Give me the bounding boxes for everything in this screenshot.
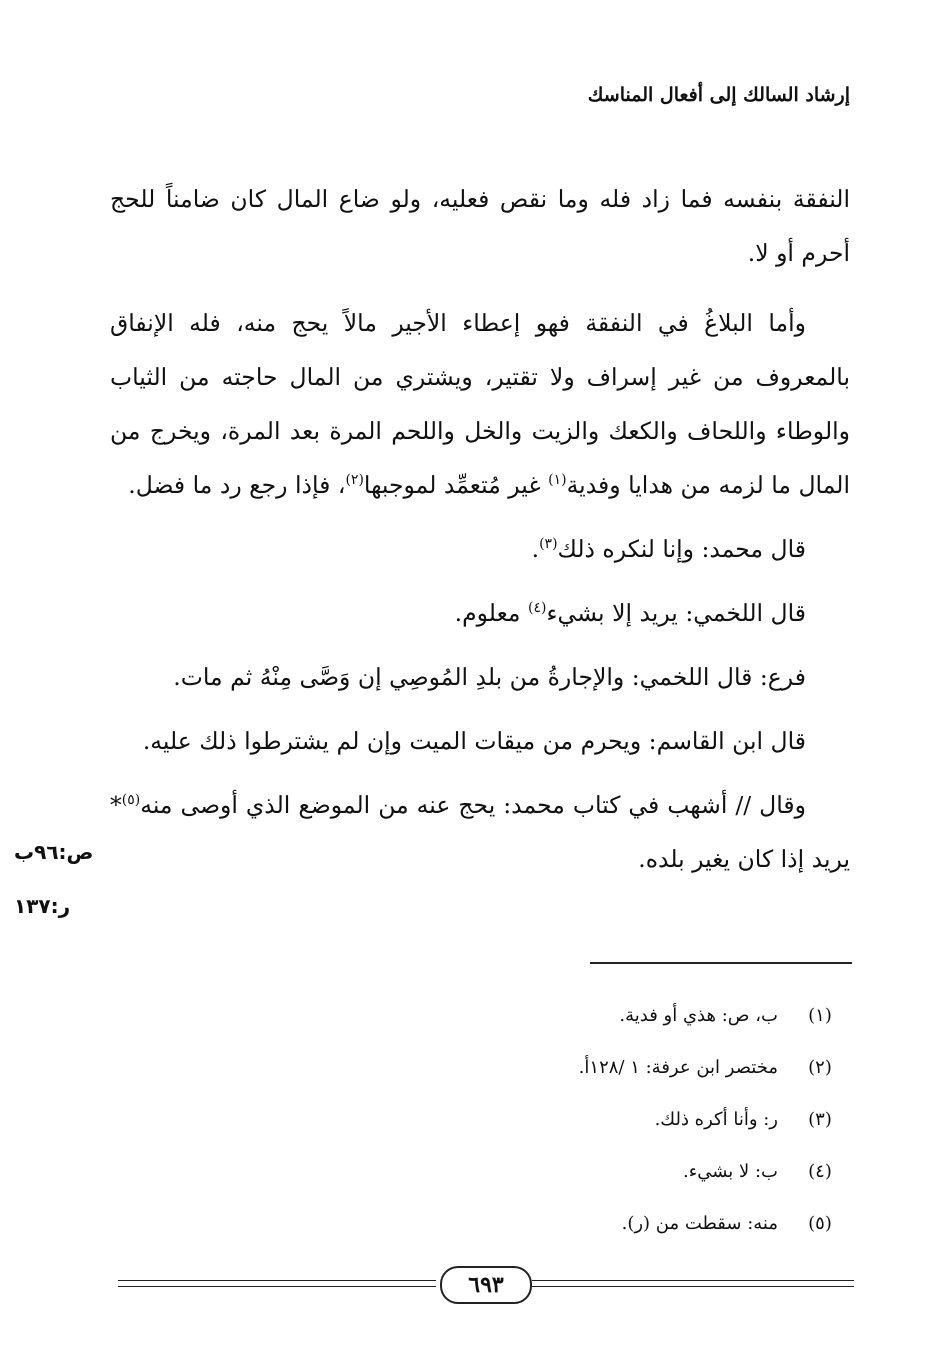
footnote-item [400, 1042, 850, 1094]
paragraph-4 [110, 586, 850, 640]
footnote-text: منه: سقطت من (ر). [621, 1213, 778, 1234]
margin-note-2: ر:١٣٧ [14, 894, 71, 918]
footnote-ref-3: (٣) [539, 536, 558, 553]
margin-note-1: ص:٩٦ب [14, 840, 94, 864]
paragraph-6: قال ابن القاسم: ويحرم من ميقات الميت وإن لم يشترطوا ذلك عليه. [142, 727, 806, 755]
paragraph-5: فرع: قال اللخمي: والإجارةُ من بلدِ المُوصِي إن وَصَّى مِنْهُ ثم مات. [173, 663, 806, 691]
footnote-number: (١) [808, 1005, 832, 1026]
paragraph-1: النفقة بنفسه فما زاد فله وما نقص فعليه، ولو ضاع المال كان ضامناً للحج أحرم أو لا. [110, 185, 850, 267]
paragraph-7-text-a: وقال // أشهب في كتاب محمد: يحج عنه من الموضع الذي أوصى منه [140, 791, 806, 819]
footnote-item [400, 1094, 850, 1146]
paragraph-4-text-a: قال اللخمي: يريد إلا بشيء [546, 599, 806, 627]
paragraph-2-text-a: وأما البلاغُ في النفقة فهو إعطاء الأجير مالاً يحج منه، فله الإنفاق بالمعروف من غير إسراف ولا تقتير، ويشتري من المال حاجته من الثياب والوطاء واللحاف والكعك والزيت والخل واللحم المرة بعد المرة، ويخرج من المال ما لزمه من هدايا وفدية [110, 309, 850, 499]
footnote-text: ر: وأنا أكره ذلك. [654, 1109, 778, 1130]
main-text [110, 172, 850, 886]
footnote-text: مختصر ابن عرفة: ١ /١٢٨أ. [578, 1057, 778, 1078]
footnote-item [400, 1146, 850, 1198]
paragraph-3-text-a: قال محمد: وإنا لنكره ذلك [557, 535, 806, 563]
footnote-text: ب: لا بشيء. [683, 1161, 778, 1182]
footnote-item [400, 1198, 850, 1250]
paragraph-4-text-b: معلوم. [454, 599, 528, 627]
page-number: ٦٩٣ [440, 1266, 532, 1304]
footnote-ref-5: (٥) [121, 792, 141, 809]
footnote-number: (٢) [808, 1057, 832, 1078]
paragraph-2-text-c: ، فإذا رجع رد ما فضل. [128, 471, 346, 499]
footnote-number: (٥) [808, 1213, 832, 1234]
paragraph-2-text-b: غير مُتعمِّد لموجبها [363, 471, 549, 499]
footnote-separator [590, 962, 852, 964]
footer-rule-left [118, 1280, 436, 1287]
paragraph-2 [110, 296, 850, 512]
footnote-number: (٤) [808, 1161, 832, 1182]
footnote-number: (٣) [808, 1109, 832, 1130]
footnote-item [400, 990, 850, 1042]
paragraph-7 [110, 778, 850, 886]
footnote-text: ب، ص: هذي أو فدية. [619, 1005, 778, 1026]
footnote-ref-1: (١) [548, 472, 567, 489]
running-title: إرشاد السالك إلى أفعال المناسك [587, 84, 850, 106]
paragraph-3 [110, 522, 850, 576]
running-header [110, 80, 850, 120]
paragraph-3-text-b: . [531, 535, 540, 563]
footnote-ref-4: (٤) [527, 600, 547, 617]
footnote-ref-2: (٢) [345, 472, 364, 489]
footnotes [400, 990, 850, 1250]
paragraph-7-text-b: * يريد إذا كان يغير بلده. [110, 791, 850, 873]
footer-rule-right [532, 1280, 854, 1287]
